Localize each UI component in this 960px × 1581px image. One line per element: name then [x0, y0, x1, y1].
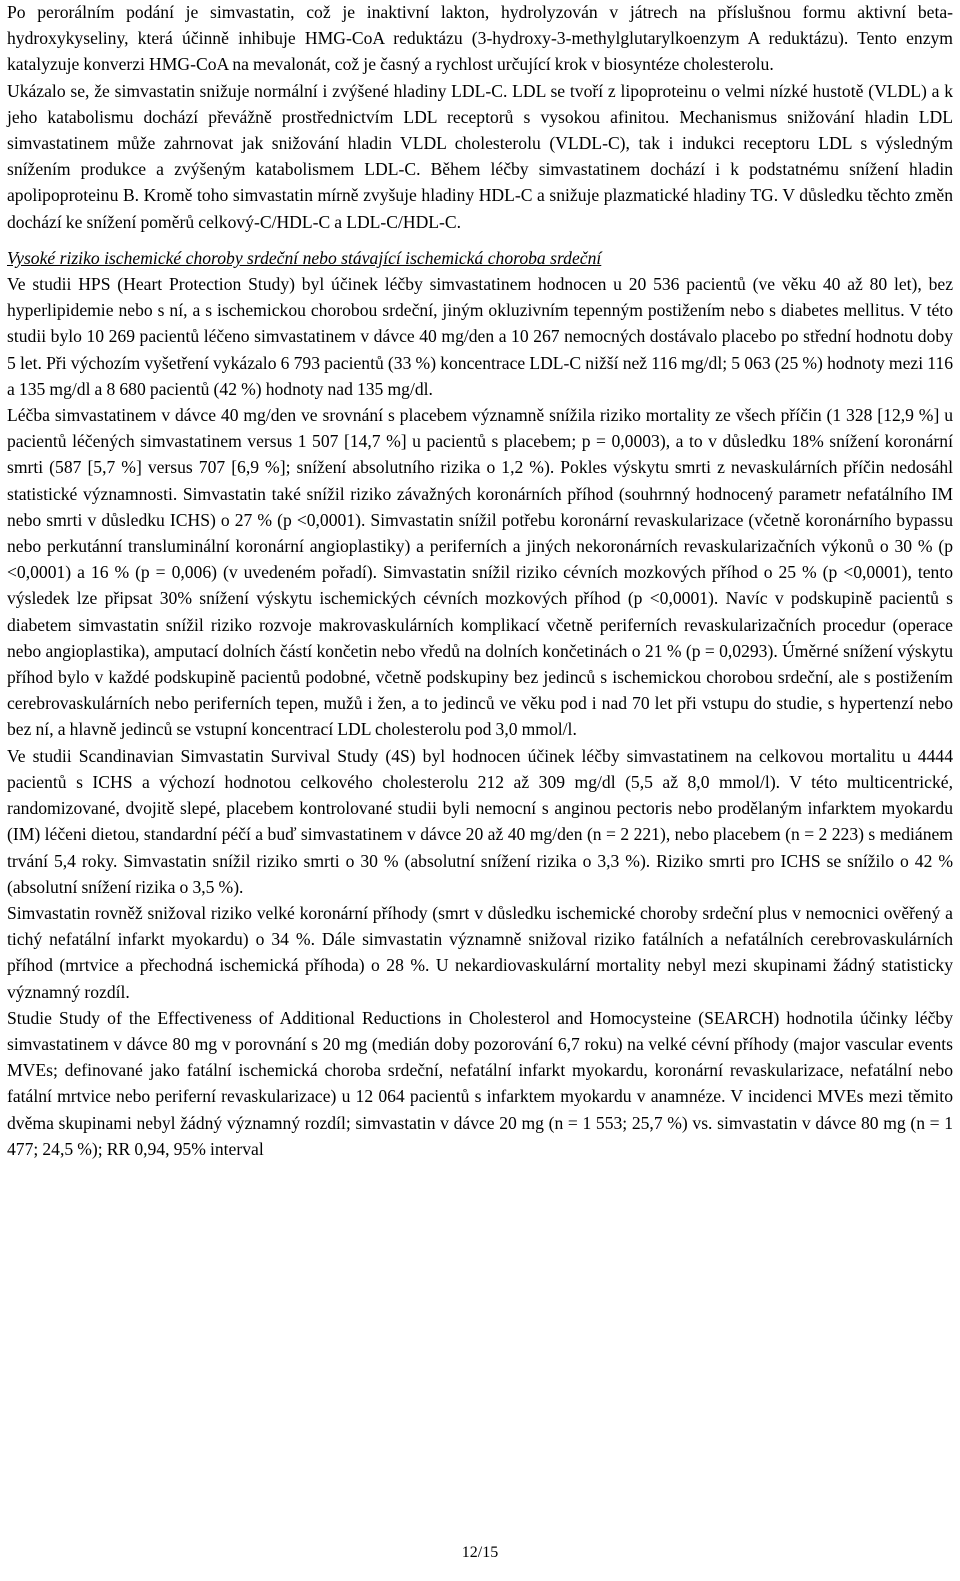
paragraph-search-study: Studie Study of the Effectiveness of Additional Reductions in Cholesterol and Homocysteine (SEARCH) hodnotila účinky léčby simvastatinem v dávce 80 mg v porovnání s 20 mg (medián doby pozorování 6,7 roku) na velké cévní příhody (major vascular events MVEs; definované jako fatální ischemická choroba srdeční, nefatální infarkt myokardu, koronární revaskularizace, nefatální nebo fatální mrtvice nebo periferní revaskularizace) u 12 064 pacientů s infarktem myokardu v anamnéze. V incidenci MVEs mezi těmito dvěma skupinami nebyl žádný významný rozdíl; simvastatin v dávce 20 mg (n = 1 553; 25,7 %) vs. simvastatin v dávce 80 mg (n = 1 477; 24,5 %); RR 0,94, 95% interval — [7, 1007, 953, 1159]
paragraph-ldl-effect: Ukázalo se, že simvastatin snižuje normální i zvýšené hladiny LDL-C. LDL se tvoří z lipoproteinu o velmi nízké hustotě (VLDL) a k jeho katabolismu dochází převážně prostřednictvím LDL receptorů s vysokou afinitou. Mechanismus snižování hladin LDL simvastatinem může zahrnovat jak snižování hladin VLDL cholesterolu (VLDL-C), tak i indukci receptoru LDL s výsledným snížením produkce a zvýšeným katabolismem LDL-C. Během léčby simvastatinem dochází i k podstatnému snížení hladin apolipoproteinu B. Kromě toho simvastatin mírně zvyšuje hladiny HDL-C a snižuje plazmatické hladiny TG. V důsledku těchto změn dochází ke snížení poměrů celkový-C/HDL-C a LDL-C/HDL-C. — [7, 80, 953, 232]
paragraph-hps-results: Léčba simvastatinem v dávce 40 mg/den ve srovnání s placebem významně snížila riziko mortality ze všech příčin (1 328 [12,9 %] u pacientů léčených simvastatinem versus 1 507 [14,7 %] u pacientů s placebem; p = 0,0003), a to v důsledku 18% snížení koronární smrti (587 [5,7 %] versus 707 [6,9 %]; snížení absolutního rizika o 1,2 %). Pokles výskytu smrti z nevaskulárních příčin nedosáhl statistické významnosti. Simvastatin také snížil riziko závažných koronárních příhod (souhrnný hodnocený parametr nefatálního IM nebo smrti v důsledku ICHS) o 27 % (p <0,0001). Simvastatin snížil potřebu koronární revaskularizace (včetně koronárního bypassu nebo perkutánní transluminální koronární angioplastiky) a periferních a jiných nekoronárních revaskularizačních výkonů o 30 % (p <0,0001) a 16 % (p = 0,006) (v uvedeném pořadí). Simvastatin snížil riziko cévních mozkových příhod o 25 % (p <0,0001), tento výsledek lze připsat 30% snížení výskytu ischemických cévních mozkových příhod (p <0,0001). Navíc v podskupině pacientů s diabetem simvastatin snížil riziko rozvoje makrovaskulárních komplikací včetně periferních revaskularizačních procedur (operace nebo angioplastika), amputací dolních částí končetin nebo vředů na dolních končetinách o 21 % (p = 0,0293). Úměrné snížení výskytu příhod bylo v každé podskupině pacientů podobné, včetně podskupiny bez jedinců s ischemickou chorobou srdeční, ale s postižením cerebrovaskulárních nebo periferních tepen, mužů i žen, a to jedinců ve věku pod i nad 70 let při vstupu do studie, s hypertenzí nebo bez ní, a hlavně jedinců se vstupní koncentrací LDL cholesterolu pod 3,0 mmol/l. — [7, 405, 953, 740]
paragraph-hps-study: Ve studii HPS (Heart Protection Study) byl účinek léčby simvastatinem hodnocen u 20 536 pacientů (ve věku 40 až 80 let), bez hyperlipidemie nebo s ní, a s ischemickou chorobou srdeční, jiným okluzivním tepenným postižením nebo s diabetes mellitus. V této studii bylo 10 269 pacientů léčeno simvastatinem v dávce 40 mg/den a 10 267 nemocných dostávalo placebo po střední hodnotu doby 5 let. Při výchozím vyšetření vykázalo 6 793 pacientů (33 %) koncentrace LDL-C nižší než 116 mg/dl; 5 063 (25 %) hodnoty mezi 116 a 135 mg/dl a 8 680 pacientů (42 %) hodnoty nad 135 mg/dl. — [7, 274, 953, 399]
page-number: 12/15 — [461, 1544, 499, 1561]
paragraph-4s-study: Ve studii Scandinavian Simvastatin Survival Study (4S) byl hodnocen účinek léčby simvastatinem na celkovou mortalitu u 4444 pacientů s ICHS a výchozí hodnotou celkového cholesterolu 212 až 309 mg/dl (5,5 až 8,0 mmol/l). V této multicentrické, randomizované, dvojitě slepé, placebem kontrolované studii byli nemocní s anginou pectoris nebo prodělaným infarktem myokardu (IM) léčeni dietou, standardní péčí a buď simvastatinem v dávce 20 až 40 mg/den (n = 2 221), nebo placebem (n = 2 223) s mediánem trvání 5,4 roky. Simvastatin snížil riziko smrti o 30 % (absolutní snížení rizika o 3,3 %). Riziko smrti pro ICHS se snížilo o 42 % (absolutní snížení rizika o 3,5 %). — [7, 745, 953, 897]
paragraph-mechanism: Po perorálním podání je simvastatin, což je inaktivní lakton, hydrolyzován v játrech na příslušnou formu aktivní beta-hydroxykyseliny, která účinně inhibuje HMG-CoA reduktázu (3-hydroxy-3-methylglutarylkoenzym A reduktázu). Tento enzym katalyzuje konverzi HMG-CoA na mevalonát, což je časný a rychlost určující krok v biosyntéze cholesterolu. — [7, 2, 953, 75]
paragraph-4s-results: Simvastatin rovněž snižoval riziko velké koronární příhody (smrt v důsledku ischemické choroby srdeční plus v nemocnici ověřený a tichý nefatální infarkt myokardu) o 34 %. Dále simvastatin významně snižoval riziko fatálních a nefatálních cerebrovaskulárních příhod (mrtvice a přechodná ischemická příhoda) o 28 %. U nekardiovaskulární mortality nebyl mezi skupinami žádný statisticky významný rozdíl. — [7, 902, 953, 1002]
section-heading: Vysoké riziko ischemické choroby srdeční nebo stávající ischemická choroba srdeční — [7, 247, 602, 268]
document-page — [7, 0, 953, 1162]
